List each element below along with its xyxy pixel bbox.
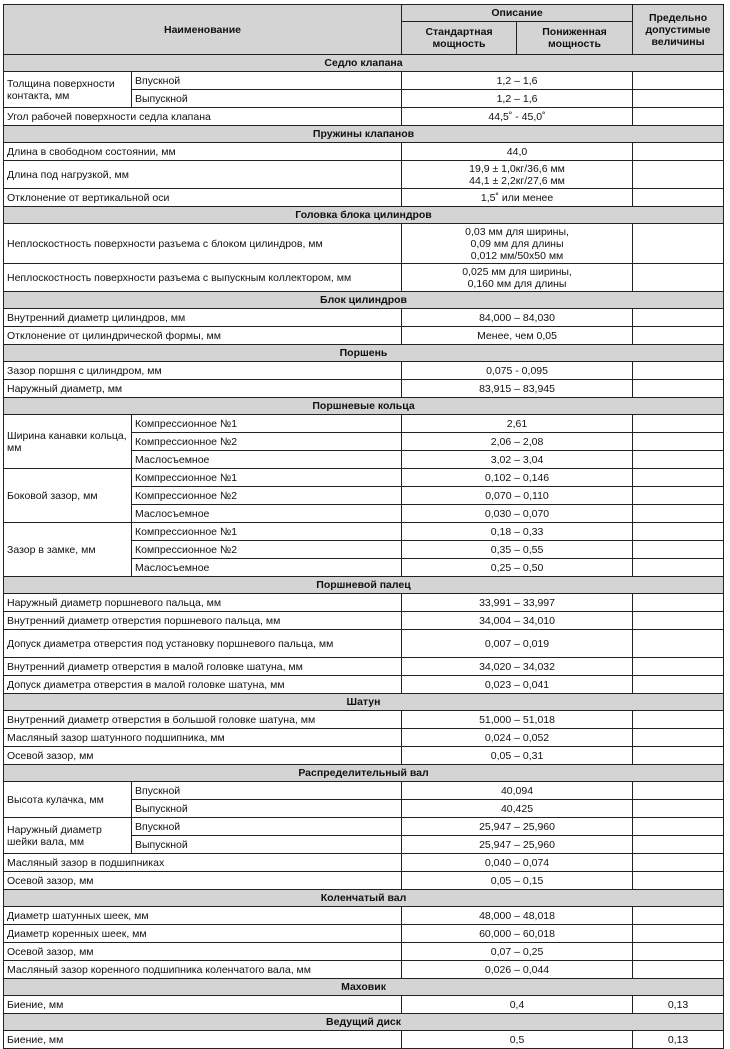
param-name: Допуск диаметра отверстия под установку поршневого пальца, мм [4,630,402,658]
param-name: Диаметр коренных шеек, мм [4,925,402,943]
param-limit [633,612,724,630]
param-value: 83,915 – 83,945 [402,380,633,398]
table-row [4,380,724,398]
sub-param-name: Компрессионное №1 [132,469,402,487]
param-name: Внутренний диаметр отверстия в большой головке шатуна, мм [4,711,402,729]
param-limit [633,309,724,327]
table-row [4,161,724,189]
param-limit [633,108,724,126]
sub-param-name: Выпускной [132,800,402,818]
param-name: Осевой зазор, мм [4,747,402,765]
param-value: 0,040 – 0,074 [402,854,633,872]
param-name: Внутренний диаметр отверстия в малой головке шатуна, мм [4,658,402,676]
section-title: Коленчатый вал [4,890,724,907]
table-row [4,594,724,612]
param-limit [633,925,724,943]
param-value: 0,25 – 0,50 [402,559,633,577]
section-row [4,694,724,711]
param-name: Отклонение от цилиндрической формы, мм [4,327,402,345]
param-value: Менее, чем 0,05 [402,327,633,345]
param-limit [633,559,724,577]
param-value: 0,07 – 0,25 [402,943,633,961]
sub-param-name: Выпускной [132,836,402,854]
param-value: 0,070 – 0,110 [402,487,633,505]
group-name: Наружный диаметр шейки вала, мм [4,818,132,854]
section-row [4,979,724,996]
table-row [4,415,724,433]
param-value: 0,024 – 0,052 [402,729,633,747]
param-name: Допуск диаметра отверстия в малой головке шатуна, мм [4,676,402,694]
param-limit: 0,13 [633,996,724,1014]
param-value: 19,9 ± 1,0кг/36,6 мм 44,1 ± 2,2кг/27,6 мм [402,161,633,189]
table-row [4,224,724,264]
header-standard: Стандартная мощность [402,22,517,55]
param-limit [633,961,724,979]
section-row [4,126,724,143]
header-name: Наименование [4,5,402,55]
table-row [4,523,724,541]
section-row [4,1014,724,1031]
sub-param-name: Впускной [132,72,402,90]
param-limit [633,836,724,854]
section-row [4,398,724,415]
param-limit [633,433,724,451]
section-title: Шатун [4,694,724,711]
sub-param-name: Компрессионное №2 [132,487,402,505]
param-limit [633,143,724,161]
group-name: Боковой зазор, мм [4,469,132,523]
group-name: Ширина канавки кольца, мм [4,415,132,469]
section-row [4,890,724,907]
sub-param-name: Выпускной [132,90,402,108]
param-limit: 0,13 [633,1031,724,1049]
param-name: Осевой зазор, мм [4,872,402,890]
sub-param-name: Впускной [132,782,402,800]
section-title: Седло клапана [4,55,724,72]
table-row [4,854,724,872]
section-row [4,55,724,72]
param-limit [633,594,724,612]
table-row [4,630,724,658]
param-limit [633,818,724,836]
table-row [4,189,724,207]
param-value: 60,000 – 60,018 [402,925,633,943]
param-name: Внутренний диаметр отверстия поршневого пальца, мм [4,612,402,630]
table-row [4,362,724,380]
param-limit [633,630,724,658]
param-limit [633,327,724,345]
table-row [4,469,724,487]
param-limit [633,907,724,925]
table-row [4,782,724,800]
param-limit [633,658,724,676]
param-name: Осевой зазор, мм [4,943,402,961]
table-row [4,612,724,630]
param-limit [633,362,724,380]
table-row [4,108,724,126]
section-title: Маховик [4,979,724,996]
table-row [4,327,724,345]
param-value: 0,35 – 0,55 [402,541,633,559]
param-limit [633,90,724,108]
param-limit [633,451,724,469]
section-title: Пружины клапанов [4,126,724,143]
param-value: 0,18 – 0,33 [402,523,633,541]
section-title: Ведущий диск [4,1014,724,1031]
param-limit [633,487,724,505]
param-value: 0,102 – 0,146 [402,469,633,487]
param-value: 84,000 – 84,030 [402,309,633,327]
header-description: Описание [402,5,633,22]
table-body [4,55,724,1049]
sub-param-name: Компрессионное №2 [132,433,402,451]
param-name: Диаметр шатунных шеек, мм [4,907,402,925]
param-limit [633,943,724,961]
param-limit [633,161,724,189]
section-title: Распределительный вал [4,765,724,782]
table-row [4,711,724,729]
param-limit [633,782,724,800]
param-value: 1,5˚ или менее [402,189,633,207]
section-row [4,345,724,362]
param-limit [633,711,724,729]
table-row [4,676,724,694]
header-limit: Предельно допустимые величины [633,5,724,55]
table-row [4,143,724,161]
table-row [4,264,724,292]
table-row [4,747,724,765]
param-name: Угол рабочей поверхности седла клапана [4,108,402,126]
group-name: Высота кулачка, мм [4,782,132,818]
table-row [4,872,724,890]
param-limit [633,800,724,818]
param-value: 33,991 – 33,997 [402,594,633,612]
table-header [4,5,724,55]
param-name: Биение, мм [4,996,402,1014]
param-name: Масляный зазор в подшипниках [4,854,402,872]
sub-param-name: Маслосъемное [132,505,402,523]
section-row [4,292,724,309]
group-name: Зазор в замке, мм [4,523,132,577]
param-name: Внутренний диаметр цилиндров, мм [4,309,402,327]
param-name: Длина под нагрузкой, мм [4,161,402,189]
section-row [4,577,724,594]
param-value: 34,004 – 34,010 [402,612,633,630]
param-limit [633,72,724,90]
sub-param-name: Маслосъемное [132,451,402,469]
param-value: 0,05 – 0,15 [402,872,633,890]
table-row [4,658,724,676]
param-name: Длина в свободном состоянии, мм [4,143,402,161]
param-value: 40,094 [402,782,633,800]
sub-param-name: Маслосъемное [132,559,402,577]
group-name: Толщина поверхности контакта, мм [4,72,132,108]
param-value: 25,947 – 25,960 [402,836,633,854]
param-limit [633,415,724,433]
table-row [4,72,724,90]
section-title: Поршневые кольца [4,398,724,415]
param-limit [633,264,724,292]
spec-table-container [3,4,724,1049]
param-limit [633,380,724,398]
param-limit [633,541,724,559]
param-value: 1,2 – 1,6 [402,72,633,90]
param-value: 34,020 – 34,032 [402,658,633,676]
param-value: 2,61 [402,415,633,433]
param-value: 25,947 – 25,960 [402,818,633,836]
param-name: Наружный диаметр, мм [4,380,402,398]
param-limit [633,676,724,694]
param-value: 0,4 [402,996,633,1014]
header-reduced: Пониженная мощность [517,22,633,55]
section-row [4,765,724,782]
param-name: Масляный зазор шатунного подшипника, мм [4,729,402,747]
param-limit [633,189,724,207]
param-name: Масляный зазор коренного подшипника коленчатого вала, мм [4,961,402,979]
param-limit [633,469,724,487]
param-value: 40,425 [402,800,633,818]
table-row [4,309,724,327]
param-value: 2,06 – 2,08 [402,433,633,451]
table-row [4,818,724,836]
section-title: Блок цилиндров [4,292,724,309]
param-limit [633,747,724,765]
sub-param-name: Впускной [132,818,402,836]
param-name: Зазор поршня с цилиндром, мм [4,362,402,380]
param-value: 0,023 – 0,041 [402,676,633,694]
param-value: 0,030 – 0,070 [402,505,633,523]
param-name: Биение, мм [4,1031,402,1049]
param-value: 48,000 – 48,018 [402,907,633,925]
table-row [4,925,724,943]
param-name: Неплоскостность поверхности разъема с блоком цилиндров, мм [4,224,402,264]
param-value: 0,05 – 0,31 [402,747,633,765]
param-value: 3,02 – 3,04 [402,451,633,469]
param-name: Наружный диаметр поршневого пальца, мм [4,594,402,612]
sub-param-name: Компрессионное №2 [132,541,402,559]
param-limit [633,224,724,264]
param-value: 0,5 [402,1031,633,1049]
param-value: 0,026 – 0,044 [402,961,633,979]
table-row [4,907,724,925]
param-value: 0,007 – 0,019 [402,630,633,658]
param-value: 0,03 мм для ширины, 0,09 мм для длины 0,012 мм/50х50 мм [402,224,633,264]
section-title: Поршень [4,345,724,362]
param-name: Неплоскостность поверхности разъема с выпускным коллектором, мм [4,264,402,292]
param-value: 51,000 – 51,018 [402,711,633,729]
sub-param-name: Компрессионное №1 [132,523,402,541]
table-row [4,996,724,1014]
section-title: Поршневой палец [4,577,724,594]
engine-spec-table [3,4,724,1049]
param-value: 0,025 мм для ширины, 0,160 мм для длины [402,264,633,292]
sub-param-name: Компрессионное №1 [132,415,402,433]
param-name: Отклонение от вертикальной оси [4,189,402,207]
table-row [4,729,724,747]
table-row [4,1031,724,1049]
section-title: Головка блока цилиндров [4,207,724,224]
param-value: 1,2 – 1,6 [402,90,633,108]
param-value: 0,075 - 0,095 [402,362,633,380]
param-value: 44,0 [402,143,633,161]
section-row [4,207,724,224]
table-row [4,961,724,979]
param-value: 44,5˚ - 45,0˚ [402,108,633,126]
param-limit [633,854,724,872]
param-limit [633,729,724,747]
param-limit [633,523,724,541]
table-row [4,943,724,961]
param-limit [633,505,724,523]
param-limit [633,872,724,890]
